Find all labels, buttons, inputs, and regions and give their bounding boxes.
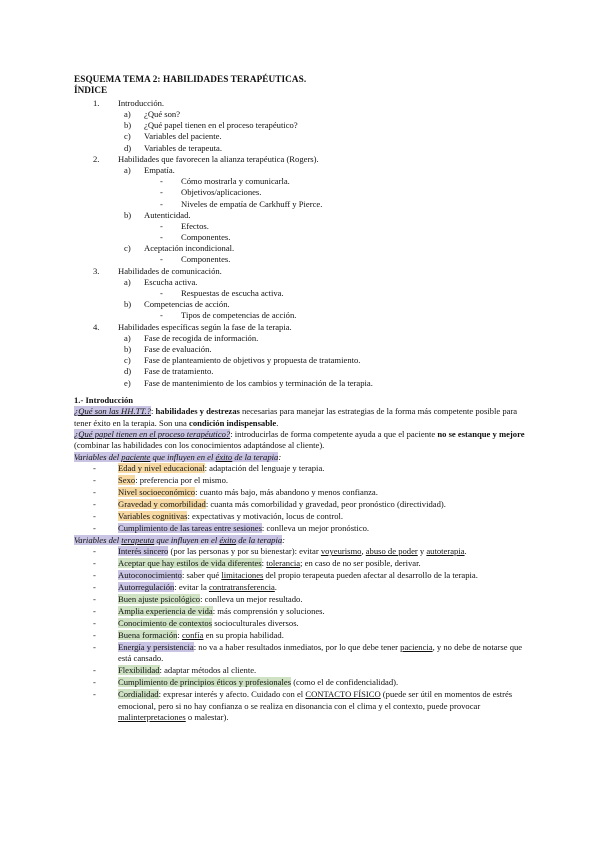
outline-item	[74, 232, 534, 243]
outline-marker: 1.	[93, 97, 100, 108]
outline-text: Componentes.	[181, 232, 231, 243]
list-item: - Autoconocimiento: saber qué limitaciones del propio terapeuta pueden afectar al desarrollo de la terapia.	[93, 569, 478, 580]
outline-item	[74, 254, 534, 265]
outline-marker: b)	[124, 120, 132, 131]
list-item: - Sexo: preferencia por el mismo.	[93, 475, 229, 486]
list-item: - Gravedad y comorbilidad: cuanta más comorbilidad y gravedad, peor pronóstico (directividad).	[93, 499, 446, 510]
outline-item	[74, 154, 534, 165]
outline-text: ¿Qué papel tienen en el proceso terapéutico?	[144, 120, 298, 131]
outline-marker: -	[160, 232, 163, 243]
patient-variables-heading: Variables del paciente que influyen en el éxito de la terapia:	[74, 451, 282, 462]
outline-marker: 2.	[93, 153, 100, 164]
list-item: - Aceptar que hay estilos de vida diferentes: tolerancia; en caso de no ser posible, derivar.	[93, 557, 421, 568]
list-item: - Variables cognitivas: expectativas y motivación, locus de control.	[93, 511, 344, 522]
outline-text: Respuestas de escucha activa.	[181, 288, 284, 298]
outline-marker: -	[160, 288, 163, 298]
index-heading: ÍNDICE	[74, 85, 108, 96]
outline-item	[74, 143, 534, 154]
outline-marker: -	[160, 198, 163, 209]
list-item: - Conocimiento de contextos socioculturales diversos.	[93, 617, 299, 628]
outline-text: Fase de tratamiento.	[144, 366, 214, 377]
outline-marker: d)	[124, 366, 132, 377]
list-item: - Amplia experiencia de vida: más comprensión y soluciones.	[93, 605, 325, 616]
patient-variables-list	[74, 463, 534, 534]
outline-item	[74, 322, 534, 333]
list-item: - Interés sincero (por las personas y por su bienestar): evitar voyeurismo, abuso de poder y autoterapia.	[93, 545, 467, 556]
therapist-variables-list	[74, 546, 534, 724]
outline-marker: b)	[124, 209, 132, 220]
outline-marker: 3.	[93, 265, 100, 276]
outline-text: Variables del paciente.	[144, 131, 222, 142]
outline-text: Autenticidad.	[144, 209, 191, 220]
outline-text: Fase de recogida de información.	[144, 332, 259, 343]
section-heading: 1.- Introducción	[74, 394, 134, 405]
list-item: - Edad y nivel educacional: adaptación del lenguaje y terapia.	[93, 463, 325, 474]
outline-item	[74, 120, 534, 131]
outline-item	[74, 243, 534, 254]
list-item: - Nivel socioeconómico: cuanto más bajo, más abandono y menos confianza.	[93, 487, 378, 498]
outline-item	[74, 288, 534, 299]
outline-item	[74, 165, 534, 176]
outline-text: Aceptación incondicional.	[144, 243, 235, 254]
outline-marker: c)	[124, 131, 131, 142]
outline-marker: a)	[124, 276, 131, 287]
outline-text: Empatía.	[144, 164, 175, 175]
outline-marker: c)	[124, 243, 131, 254]
outline-text: Escucha activa.	[144, 276, 198, 287]
outline-text: Objetivos/aplicaciones.	[181, 187, 262, 198]
paragraph-what-are: ¿Qué son las HH.TT.?: habilidades y destrezas necesarias para manejar las estrategias de la forma más competente posible para tener éxito en la terapia. Son una condición indispensable.	[74, 406, 518, 428]
outline-text: Componentes.	[181, 254, 231, 265]
outline-item	[74, 131, 534, 142]
list-item: - Buen ajuste psicológico: conlleva un mejor resultado.	[93, 593, 303, 604]
list-item: - Flexibilidad: adaptar métodos al cliente.	[93, 665, 257, 676]
outline-item	[74, 176, 534, 187]
document-page	[74, 74, 534, 724]
outline-item	[74, 344, 534, 355]
outline-marker: b)	[124, 299, 132, 310]
outline-item	[74, 210, 534, 221]
list-item: - Autorregulación: evitar la contratransferencia.	[93, 581, 277, 592]
outline-item	[74, 355, 534, 366]
outline-text: Niveles de empatía de Carkhuff y Pierce.	[181, 198, 323, 209]
list-item: - Cumplimiento de las tareas entre sesiones: conlleva un mejor pronóstico.	[93, 523, 370, 534]
outline-text: Competencias de acción.	[144, 299, 230, 310]
index-outline	[74, 98, 534, 389]
outline-marker: 4.	[93, 321, 100, 332]
list-item: - Cumplimiento de principios éticos y profesionales (como el de confidencialidad).	[93, 677, 399, 688]
outline-item	[74, 266, 534, 277]
outline-marker: e)	[124, 377, 131, 388]
list-item: - Cordialidad: expresar interés y afecto. Cuidado con el CONTACTO FÍSICO (puede ser útil en momentos de estrés emocional, pero si no hay confianza o se realiza en disonancia con el clima y el contexto, puede provocar malinterpretaciones o malestar).	[93, 689, 513, 723]
outline-item	[74, 98, 534, 109]
list-item: - Energía y persistencia: no va a haber resultados inmediatos, por lo que debe tener paciencia, y no debe de notarse que está cansado.	[93, 641, 523, 664]
outline-marker: a)	[124, 164, 131, 175]
outline-marker: -	[160, 254, 163, 265]
outline-text: Tipos de competencias de acción.	[181, 310, 297, 321]
outline-item	[74, 109, 534, 120]
outline-marker: -	[160, 187, 163, 198]
outline-text: Cómo mostrarla y comunicarla.	[181, 176, 290, 187]
outline-item	[74, 333, 534, 344]
outline-text: Fase de mantenimiento de los cambios y terminación de la terapia.	[144, 377, 373, 388]
outline-text: Efectos.	[181, 220, 209, 231]
outline-text: Habilidades específicas según la fase de la terapia.	[118, 321, 292, 332]
outline-marker: c)	[124, 355, 131, 366]
document-title: ESQUEMA TEMA 2: HABILIDADES TERAPÉUTICAS.	[74, 74, 307, 84]
outline-text: ¿Qué son?	[144, 109, 181, 119]
outline-item	[74, 221, 534, 232]
therapist-variables-heading: Variables del terapeuta que influyen en el éxito de la terapia:	[74, 534, 286, 545]
outline-marker: -	[160, 220, 163, 231]
outline-marker: -	[160, 310, 163, 321]
outline-item	[74, 187, 534, 198]
outline-text: Habilidades que favorecen la alianza terapéutica (Rogers).	[118, 153, 319, 164]
outline-text: Variables de terapeuta.	[144, 142, 223, 153]
outline-marker: d)	[124, 142, 132, 153]
outline-item	[74, 366, 534, 377]
paragraph-role: ¿Qué papel tienen en el proceso terapéutico?: introducirlas de forma competente ayuda a que el paciente no se estanque y mejore (combinar las habilidades con los conocimientos adaptándose al cliente).	[74, 428, 525, 451]
outline-marker: a)	[124, 109, 131, 119]
outline-item	[74, 299, 534, 310]
outline-text: Fase de planteamiento de objetivos y propuesta de tratamiento.	[144, 355, 361, 366]
outline-marker: b)	[124, 343, 132, 354]
outline-item	[74, 277, 534, 288]
outline-text: Habilidades de comunicación.	[118, 265, 222, 276]
outline-item	[74, 378, 534, 389]
outline-marker: a)	[124, 332, 131, 343]
outline-item	[74, 310, 534, 321]
outline-marker: -	[160, 176, 163, 187]
outline-text: Fase de evaluación.	[144, 343, 212, 354]
list-item: - Buena formación: confía en su propia habilidad.	[93, 629, 284, 640]
outline-item	[74, 199, 534, 210]
outline-text: Introducción.	[118, 97, 165, 108]
